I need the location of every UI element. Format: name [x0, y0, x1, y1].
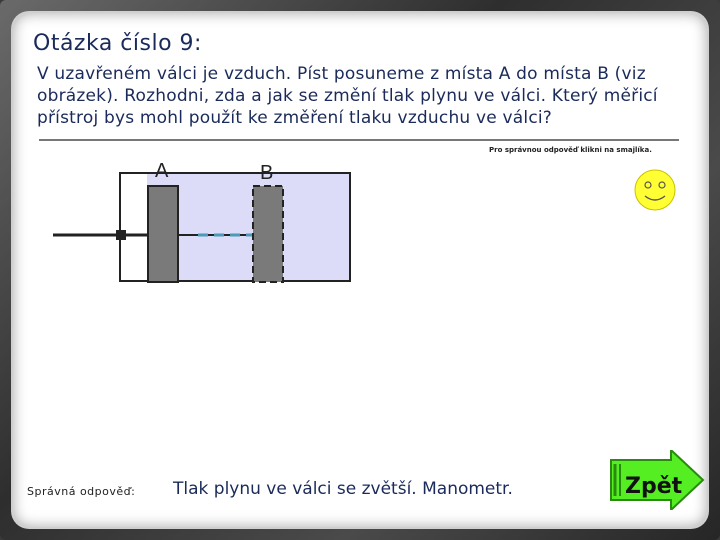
answer-prefix: Správná odpověď:: [27, 485, 136, 498]
hint-text: Pro správnou odpověď klikni na smajlíka.: [489, 146, 652, 154]
rod-joint: [116, 230, 126, 240]
slide-title: Otázka číslo 9:: [33, 31, 202, 56]
smiley-face-icon[interactable]: [633, 168, 677, 212]
piston-a: [148, 186, 178, 282]
label-b: B: [260, 162, 274, 184]
answer-text: Tlak plynu ve válci se zvětší. Manometr.: [173, 479, 513, 499]
slide-board: [13, 13, 707, 527]
label-a: A: [155, 160, 169, 182]
back-button-label[interactable]: Zpět: [625, 474, 683, 499]
piston-b: [253, 186, 283, 282]
question-text: V uzavřeném válci je vzduch. Píst posuneme z místa A do místa B (viz obrázek). Rozhodni, zda a jak se změní tlak plynu ve válci. Který měřicí přístroj bys mohl použít ke změření tlaku vzduchu ve válci?: [37, 64, 658, 128]
cylinder-left-gap: [119, 174, 147, 280]
